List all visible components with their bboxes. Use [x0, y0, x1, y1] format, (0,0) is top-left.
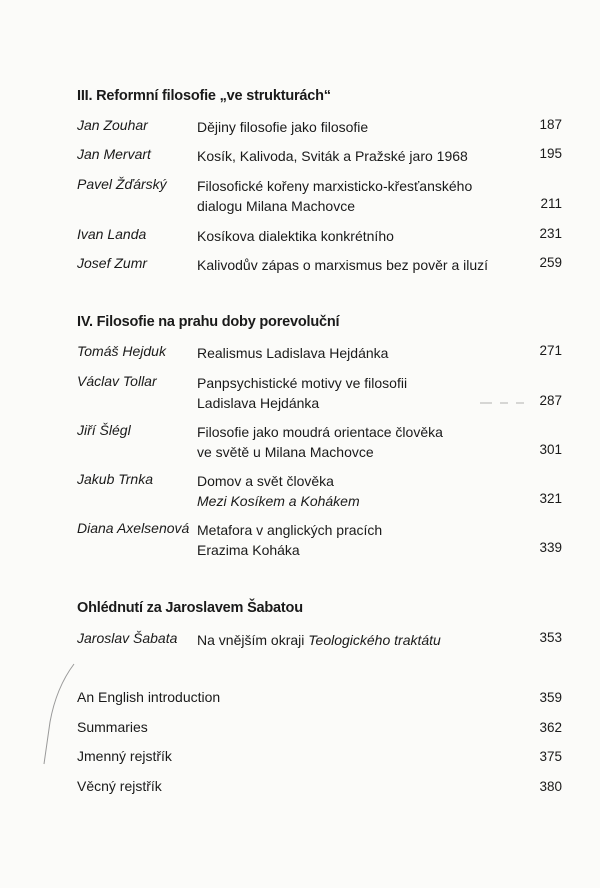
entry-title — [197, 422, 517, 462]
entry-page-number: 353 — [539, 630, 562, 645]
entry-page-number: 187 — [539, 117, 562, 132]
entry-author: Josef Zumr — [77, 255, 148, 271]
entry-author: Ivan Landa — [77, 226, 147, 242]
back-matter-page: 375 — [539, 749, 562, 764]
entry-page-number: 339 — [539, 540, 562, 555]
entry-author: Jan Mervart — [77, 146, 151, 162]
back-matter-page: 359 — [539, 690, 562, 705]
entry-author: Jakub Trnka — [77, 471, 153, 487]
entry-title-prefix: Na vnějším okraji — [197, 632, 309, 648]
entry-page-number: 231 — [539, 226, 562, 241]
entry-title-line1: Metafora v anglických pracích — [197, 522, 383, 538]
entry-page-number: 195 — [539, 146, 562, 161]
entry-author: Václav Tollar — [77, 373, 157, 389]
back-matter-label: Summaries — [77, 719, 148, 735]
entry-title — [197, 520, 517, 560]
entry-title: Dějiny filosofie jako filosofie — [197, 119, 369, 135]
pencil-mark — [40, 660, 80, 770]
entry-title-line1: Panpsychistické motivy ve filosofii — [197, 375, 408, 391]
entry-title — [197, 630, 517, 650]
entry-title-line2: dialogu Milana Machovce — [197, 198, 355, 214]
entry-title: Kosíkova dialektika konkrétního — [197, 228, 394, 244]
section-heading-ohlednuti: Ohlédnutí za Jaroslavem Šabatou — [77, 600, 303, 616]
entry-page-number: 271 — [539, 343, 562, 358]
entry-author: Diana Axelsenová — [77, 520, 190, 536]
pencil-mark — [478, 396, 526, 410]
entry-title: Kalivodův zápas o marxismus bez pověr a iluzí — [197, 257, 489, 273]
entry-page-number: 287 — [539, 393, 562, 408]
entry-title-line2: Erazima Koháka — [197, 542, 300, 558]
entry-author: Jaroslav Šabata — [77, 630, 178, 646]
entry-title-italic: Teologického traktátu — [308, 632, 441, 648]
entry-author: Jiří Šlégl — [77, 422, 131, 438]
entry-title-line1: Filosofie jako moudrá orientace člověka — [197, 424, 443, 440]
entry-title — [197, 176, 517, 216]
back-matter-label: Věcný rejstřík — [77, 778, 162, 794]
entry-author: Jan Zouhar — [77, 117, 148, 133]
entry-title-line2: Mezi Kosíkem a Kohákem — [197, 493, 360, 509]
entry-title-line1: Filosofické kořeny marxisticko-křesťanského — [197, 178, 473, 194]
entry-title — [197, 373, 517, 413]
back-matter-label: An English introduction — [77, 689, 221, 705]
entry-author: Tomáš Hejduk — [77, 343, 166, 359]
entry-author: Pavel Žďárský — [77, 176, 167, 192]
entry-title-line1: Domov a svět člověka — [197, 473, 334, 489]
back-matter-label: Jmenný rejstřík — [77, 748, 172, 764]
section-heading-iv: IV. Filosofie na prahu doby porevoluční — [77, 314, 340, 330]
entry-title: Kosík, Kalivoda, Sviták a Pražské jaro 1968 — [197, 148, 468, 164]
section-heading-iii: III. Reformní filosofie „ve strukturách“ — [77, 88, 331, 104]
entry-page-number: 321 — [539, 491, 562, 506]
entry-page-number: 211 — [540, 196, 562, 211]
back-matter-page: 362 — [539, 720, 562, 735]
entry-title-line2: ve světě u Milana Machovce — [197, 444, 374, 460]
back-matter-page: 380 — [539, 779, 562, 794]
entry-title: Realismus Ladislava Hejdánka — [197, 345, 389, 361]
entry-page-number: 301 — [539, 442, 562, 457]
entry-title — [197, 471, 517, 511]
entry-title-line2: Ladislava Hejdánka — [197, 395, 320, 411]
entry-page-number: 259 — [539, 255, 562, 270]
